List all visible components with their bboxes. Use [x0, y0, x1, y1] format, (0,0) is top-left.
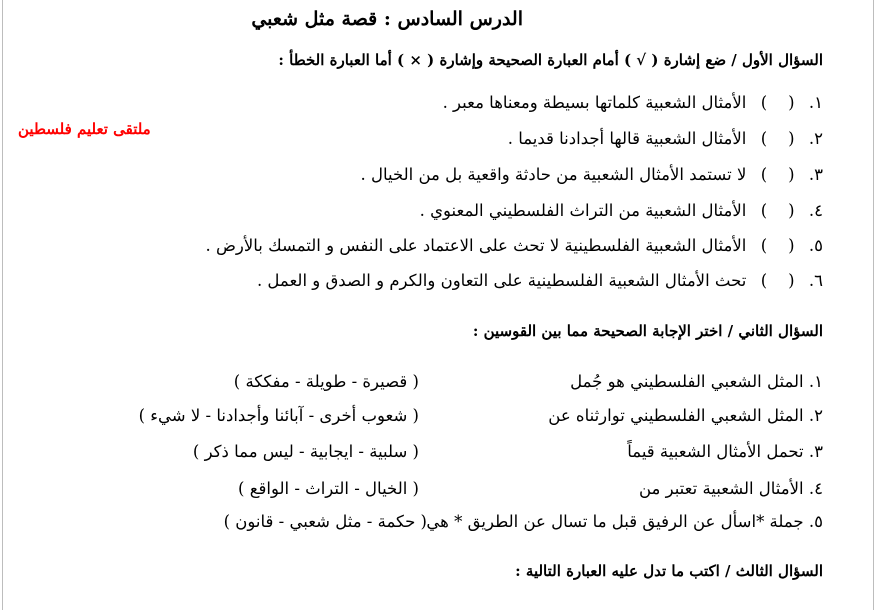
q1-item-text: تحث الأمثال الشعبية الفلسطينية على التعاون والكرم و الصدق و العمل .	[256, 271, 747, 290]
q1-item-number: ٤.	[808, 201, 823, 220]
q2-question-text: جملة *اسأل عن الرفيق قبل ما تسال عن الطريق * هي	[426, 512, 804, 531]
q1-item-2	[508, 129, 823, 148]
q2-question-text: المثل الشعبي الفلسطيني توارثناه عن	[548, 406, 804, 425]
lesson-title: الدرس السادس : قصة مثل شعبي	[251, 8, 523, 30]
q2-item-3-options[interactable]: ( سلبية - ايجابية - ليس مما ذكر )	[192, 442, 419, 461]
q2-item-5-options[interactable]: ( حكمة - مثل شعبي - قانون )	[223, 512, 427, 531]
q2-heading: السؤال الثاني / اختر الإجابة الصحيحة مما بين القوسين :	[472, 322, 823, 340]
q2-item-number: ٥.	[808, 512, 823, 531]
q1-item-text: الأمثال الشعبية قالها أجدادنا قديما .	[507, 129, 747, 148]
q1-answer-box[interactable]: ( )	[760, 165, 795, 184]
q1-heading-part-b: أمام العبارة الصحيحة وإشارة	[439, 51, 619, 69]
q2-item-number: ٢.	[808, 406, 823, 425]
q2-item-number: ٤.	[808, 479, 823, 498]
q1-answer-box[interactable]: ( )	[760, 236, 795, 255]
q2-question-text: المثل الشعبي الفلسطيني هو جُمل	[570, 372, 804, 391]
q1-item-number: ٢.	[808, 129, 823, 148]
q1-item-text: الأمثال الشعبية الفلسطينية لا تحث على الاعتماد على النفس و التمسك بالأرض .	[205, 236, 747, 255]
q1-item-text: لا تستمد الأمثال الشعبية من حادثة واقعية بل من الخيال .	[360, 165, 747, 184]
q2-item-5-question	[426, 512, 823, 531]
q2-item-1-options[interactable]: ( قصيرة - طويلة - مفككة )	[233, 372, 419, 391]
q1-item-text: الأمثال الشعبية من التراث الفلسطيني المعنوي .	[419, 201, 747, 220]
q1-item-number: ٦.	[808, 271, 823, 290]
q1-heading-part-a: السؤال الأول / ضع إشارة	[663, 51, 823, 69]
q1-item-text: الأمثال الشعبية كلماتها بسيطة ومعناها معبر .	[442, 93, 747, 112]
q2-item-1-question	[570, 372, 823, 391]
q2-item-2-question	[548, 406, 823, 425]
q1-item-1	[443, 93, 823, 112]
q3-heading: السؤال الثالث / اكتب ما تدل عليه العبارة التالية :	[515, 562, 823, 580]
q1-item-number: ١.	[808, 93, 823, 112]
q1-item-6	[257, 271, 823, 290]
q2-item-number: ٣.	[808, 442, 823, 461]
q2-question-text: الأمثال الشعبية تعتبر من	[638, 479, 804, 498]
q1-item-5	[205, 236, 823, 255]
q2-question-text: تحمل الأمثال الشعبية قيماً	[627, 442, 804, 461]
q1-item-number: ٣.	[808, 165, 823, 184]
q1-answer-box[interactable]: ( )	[760, 93, 795, 112]
q1-item-number: ٥.	[808, 236, 823, 255]
q1-heading-part-c: أما العبارة الخطأ :	[278, 51, 392, 69]
q1-answer-box[interactable]: ( )	[760, 129, 795, 148]
watermark-label: ملتقى تعليم فلسطين	[18, 120, 151, 138]
q1-item-3	[360, 165, 823, 184]
q1-heading	[278, 51, 823, 69]
q1-item-4	[420, 201, 823, 220]
q1-answer-box[interactable]: ( )	[760, 201, 795, 220]
q1-answer-box[interactable]: ( )	[760, 271, 795, 290]
q2-item-2-options[interactable]: ( شعوب أخرى - آبائنا وأجدادنا - لا شيء )	[138, 406, 419, 425]
q2-item-4-options[interactable]: ( الخيال - التراث - الواقع )	[238, 479, 419, 498]
q2-item-3-question	[627, 442, 823, 461]
q1-cross-mark: ( × )	[397, 51, 435, 69]
q1-check-mark: ( √ )	[623, 51, 659, 69]
q2-item-4-question	[639, 479, 823, 498]
q2-item-number: ١.	[808, 372, 823, 391]
